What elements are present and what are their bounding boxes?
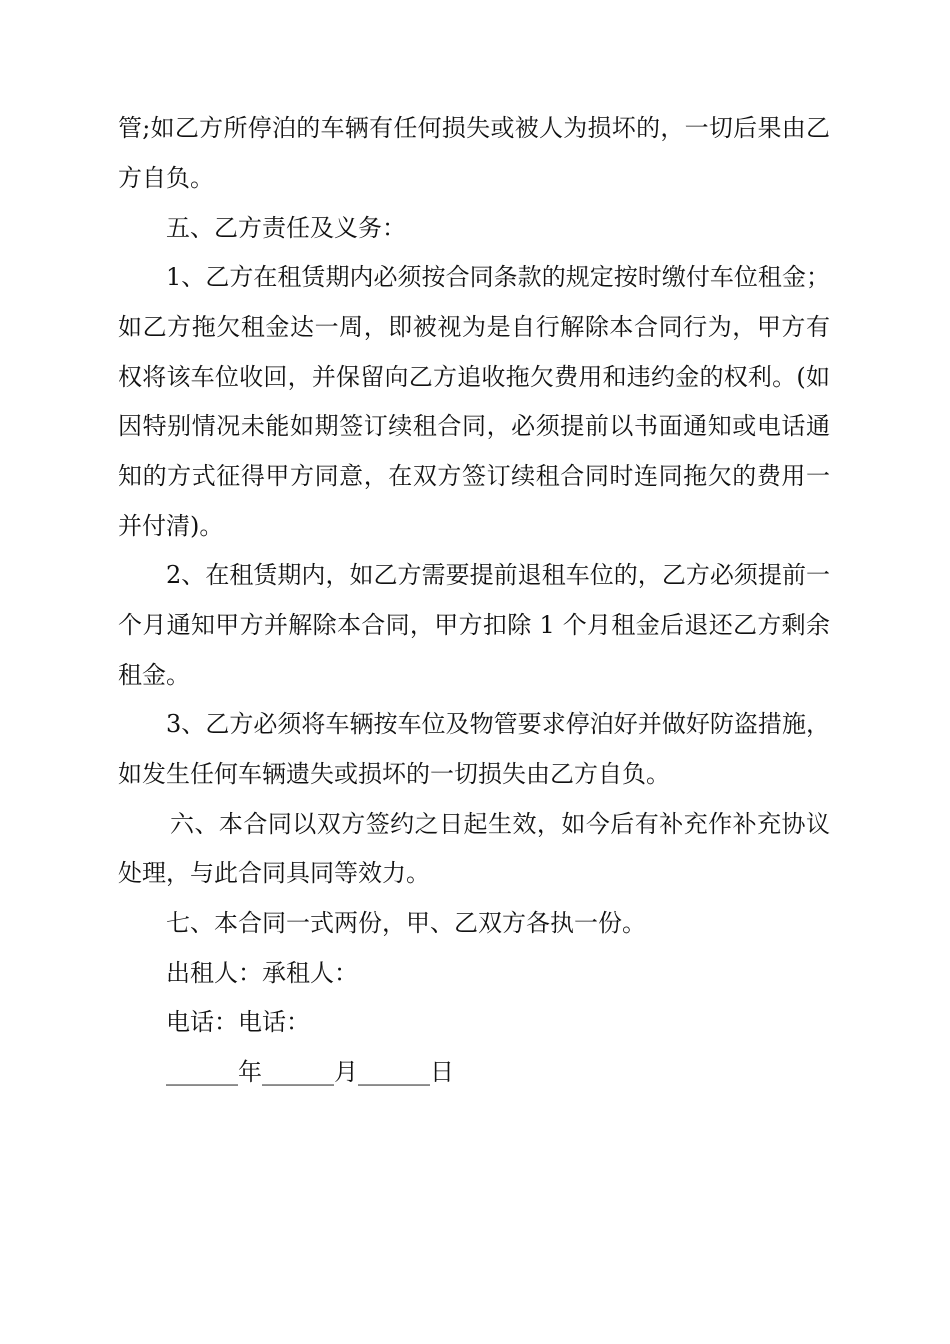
section-heading: 五、乙方责任及义务： [166,214,406,242]
signature-date: ______年______月______日 [166,1058,454,1086]
text-line: 管;如乙方所停泊的车辆有任何损失或被人为损坏的，一切后果由乙 [118,114,830,142]
text-line: 个月通知甲方并解除本合同，甲方扣除 1 个月租金后退还乙方剩余 [118,611,830,639]
signature-parties: 出租人：承租人： [166,959,358,987]
text-line: 如发生任何车辆遗失或损坏的一切损失由乙方自负。 [118,760,670,788]
text-line: 知的方式征得甲方同意，在双方签订续租合同时连同拖欠的费用一 [118,462,830,490]
section-heading: 六、本合同以双方签约之日起生效，如今后有补充作补充协议 [170,810,830,838]
text-line: 1、乙方在租赁期内必须按合同条款的规定按时缴付车位租金； [166,263,830,291]
text-line: 3、乙方必须将车辆按车位及物管要求停泊好并做好防盗措施， [166,710,830,738]
text-line: 并付清)。 [118,512,224,540]
text-line: 方自负。 [118,164,214,192]
text-line: 租金。 [118,661,190,689]
text-line: 因特别情况未能如期签订续租合同，必须提前以书面通知或电话通 [118,412,830,440]
section-heading: 七、本合同一式两份，甲、乙双方各执一份。 [166,909,646,937]
signature-phones: 电话：电话： [166,1008,310,1036]
text-line: 2、在租赁期内，如乙方需要提前退租车位的，乙方必须提前一 [166,561,830,589]
text-line: 权将该车位收回，并保留向乙方追收拖欠费用和违约金的权利。(如 [118,363,830,391]
text-line: 如乙方拖欠租金达一周，即被视为是自行解除本合同行为，甲方有 [118,313,830,341]
text-line: 处理，与此合同具同等效力。 [118,859,430,887]
